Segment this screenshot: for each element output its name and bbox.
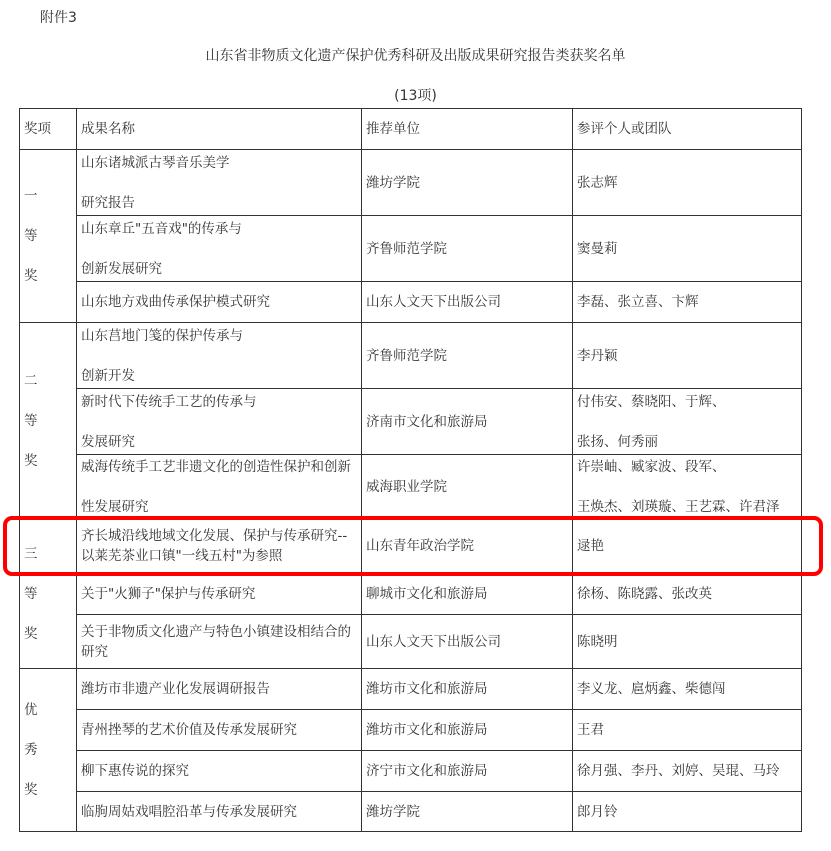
table-header-row — [20, 109, 802, 150]
award-char: 三 — [24, 545, 38, 562]
award-char: 奖 — [24, 452, 38, 469]
result-name-cell — [77, 710, 362, 751]
result-name-cell-line: 山东莒地门笺的保护传承与 — [81, 327, 243, 344]
result-name-cell-line: 创新发展研究 — [81, 260, 162, 277]
result-name-cell-line: 柳下惠传说的探究 — [81, 763, 189, 779]
table-row — [20, 574, 802, 615]
award-level-cell — [20, 669, 77, 832]
recommending-unit-cell: 齐鲁师范学院 — [362, 323, 573, 389]
team-cell — [573, 669, 802, 710]
result-name-cell — [77, 615, 362, 669]
recommending-unit-cell: 潍坊学院 — [362, 150, 573, 216]
award-level-cell — [20, 323, 77, 519]
team-cell — [573, 574, 802, 615]
result-name-cell — [77, 389, 362, 455]
result-name-cell-line: 性发展研究 — [81, 498, 149, 515]
item-count: (13项) — [394, 88, 437, 104]
recommending-unit-cell: 山东青年政治学院 — [362, 519, 573, 574]
team-cell-line: 张扬、何秀丽 — [577, 433, 658, 450]
result-name-cell-line: 创新开发 — [81, 367, 135, 384]
header-team: 参评个人或团队 — [573, 109, 802, 150]
team-cell-line: 李磊、张立喜、卞辉 — [577, 294, 699, 310]
result-name-cell-line: 以莱芜茶业口镇"一线五村"为参照 — [81, 548, 283, 564]
team-cell — [573, 792, 802, 832]
award-char: 奖 — [24, 782, 38, 798]
team-cell-line: 许崇岫、臧家波、段军、 — [577, 458, 726, 475]
result-name-cell — [77, 216, 362, 282]
result-name-cell — [77, 150, 362, 216]
table-row — [20, 455, 802, 519]
team-cell-line: 窦曼莉 — [577, 240, 618, 257]
result-name-cell — [77, 323, 362, 389]
team-cell-line: 郎月铃 — [577, 803, 618, 820]
table-row — [20, 389, 802, 455]
recommending-unit-cell: 齐鲁师范学院 — [362, 216, 573, 282]
team-cell — [573, 710, 802, 751]
attachment-label: 附件3 — [40, 10, 77, 26]
award-char: 等 — [24, 585, 38, 602]
result-name-cell-line: 临朐周姑戏唱腔沿革与传承发展研究 — [81, 803, 297, 820]
award-char: 二 — [24, 372, 38, 389]
result-name-cell — [77, 574, 362, 615]
recommending-unit-cell: 潍坊市文化和旅游局 — [362, 710, 573, 751]
result-name-cell-line: 山东章丘"五音戏"的传承与 — [81, 220, 242, 237]
team-cell — [573, 282, 802, 323]
recommending-unit-cell: 潍坊市文化和旅游局 — [362, 669, 573, 710]
result-name-cell — [77, 455, 362, 519]
result-name-cell-line: 山东诸城派古琴音乐美学 — [81, 154, 230, 171]
red-highlight-box — [3, 516, 823, 576]
recommending-unit-cell: 济宁市文化和旅游局 — [362, 751, 573, 792]
team-cell — [573, 150, 802, 216]
result-name-cell-line: 新时代下传统手工艺的传承与 — [81, 393, 257, 410]
recommending-unit-cell: 聊城市文化和旅游局 — [362, 574, 573, 615]
award-char: 等 — [24, 228, 38, 244]
team-cell — [573, 389, 802, 455]
award-char: 一 — [24, 188, 38, 204]
result-name-cell-line: 研究报告 — [81, 194, 135, 211]
result-name-cell-line: 关于"火狮子"保护与传承研究 — [81, 586, 256, 602]
result-name-cell — [77, 792, 362, 832]
table-row — [20, 216, 802, 282]
team-cell-line: 陈晓明 — [577, 633, 618, 650]
header-award: 奖项 — [20, 109, 77, 150]
recommending-unit-cell: 潍坊学院 — [362, 792, 573, 832]
award-char: 奖 — [24, 268, 38, 284]
result-name-cell-line: 威海传统手工艺非遗文化的创造性保护和创新 — [81, 458, 351, 475]
awards-table — [19, 108, 802, 832]
recommending-unit-cell: 济南市文化和旅游局 — [362, 389, 573, 455]
award-level-cell — [20, 150, 77, 323]
team-cell-line: 逯艳 — [577, 538, 604, 554]
team-cell-line: 李丹颖 — [577, 347, 618, 364]
team-cell-line: 李义龙、扈炳鑫、柴德闯 — [577, 681, 726, 697]
recommending-unit-cell: 山东人文天下出版公司 — [362, 615, 573, 669]
result-name-cell — [77, 751, 362, 792]
team-cell-line: 徐杨、陈晓露、张改英 — [577, 586, 712, 602]
table-row — [20, 323, 802, 389]
team-cell-line: 付伟安、蔡晓阳、于辉、 — [577, 393, 726, 410]
table-row — [20, 792, 802, 832]
header-name: 成果名称 — [77, 109, 362, 150]
result-name-cell — [77, 669, 362, 710]
table-row — [20, 710, 802, 751]
table-row — [20, 615, 802, 669]
team-cell-line: 徐月强、李丹、刘婷、吴琨、马玲 — [577, 763, 780, 779]
header-unit: 推荐单位 — [362, 109, 573, 150]
table-row — [20, 282, 802, 323]
team-cell — [573, 455, 802, 519]
table-row — [20, 669, 802, 710]
recommending-unit-cell: 威海职业学院 — [362, 455, 573, 519]
team-cell-line: 张志辉 — [577, 174, 618, 191]
document-title: 山东省非物质文化遗产保护优秀科研及出版成果研究报告类获奖名单 — [205, 48, 626, 64]
result-name-cell-line: 齐长城沿线地域文化发展、保护与传承研究-- — [81, 528, 348, 544]
team-cell-line: 王君 — [577, 722, 604, 738]
award-char: 优 — [24, 702, 38, 718]
award-char: 秀 — [24, 742, 38, 758]
table-row — [20, 751, 802, 792]
result-name-cell-line: 山东地方戏曲传承保护模式研究 — [81, 294, 270, 310]
award-char: 等 — [24, 412, 38, 429]
result-name-cell-line: 青州挫琴的艺术价值及传承发展研究 — [81, 722, 297, 738]
result-name-cell-line: 关于非物质文化遗产与特色小镇建设相结合的 — [81, 623, 351, 640]
recommending-unit-cell: 山东人文天下出版公司 — [362, 282, 573, 323]
result-name-cell-line: 研究 — [81, 643, 108, 660]
award-char: 奖 — [24, 625, 38, 642]
team-cell — [573, 615, 802, 669]
result-name-cell-line: 发展研究 — [81, 433, 135, 450]
team-cell — [573, 751, 802, 792]
team-cell — [573, 323, 802, 389]
result-name-cell — [77, 282, 362, 323]
table-row — [20, 150, 802, 216]
team-cell — [573, 216, 802, 282]
result-name-cell-line: 潍坊市非遗产业化发展调研报告 — [81, 681, 270, 697]
team-cell-line: 王焕杰、刘瑛璇、王艺霖、许君泽 — [577, 498, 780, 515]
